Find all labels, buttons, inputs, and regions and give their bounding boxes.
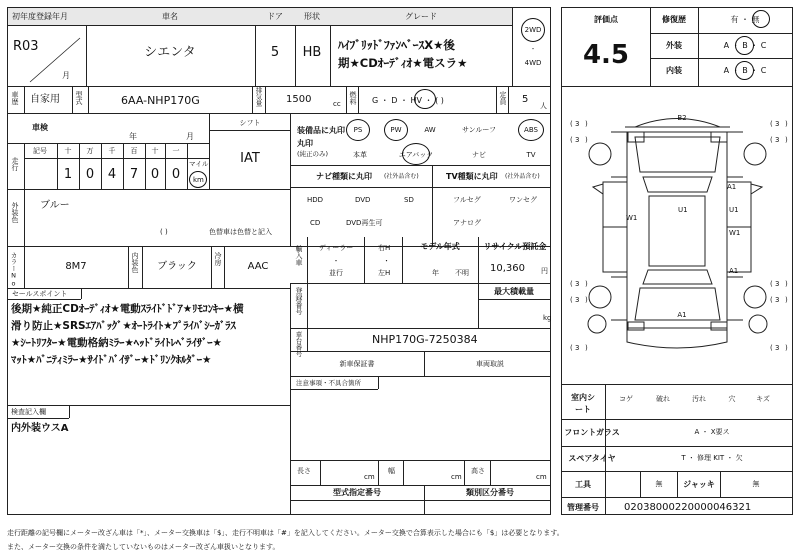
jack-value: 無 bbox=[752, 480, 760, 488]
model-year-unknown: 不明 bbox=[455, 269, 469, 277]
ac-value: AAC bbox=[247, 261, 269, 272]
inspector-label: 検査記入欄 bbox=[11, 408, 46, 416]
equip-abs: ABS bbox=[524, 126, 538, 134]
import-dot-2: ・ bbox=[383, 257, 390, 265]
notes-label: 注意事項・不具合箇所 bbox=[296, 379, 361, 387]
diagram-paren-9: ( bbox=[570, 344, 573, 352]
diagram-label-a1-bottom: A1 bbox=[677, 311, 687, 319]
tv-title: TV種類に丸印 bbox=[446, 172, 498, 181]
diagram-paren-close-8: ) bbox=[785, 296, 788, 304]
diagram-paren-val-4: 3 bbox=[775, 136, 780, 144]
nav-note: (社外品含む) bbox=[384, 173, 419, 180]
sales-line-3: ★ｼｰﾄﾘﾌﾀｰ★電動格納ﾐﾗｰ★ﾍｯﾄﾞﾗｲﾄﾚﾍﾞﾗｲｻﾞｰ★ bbox=[11, 337, 222, 349]
mileage-col-3: 千 bbox=[108, 147, 116, 155]
model-year-unit: 年 bbox=[432, 269, 439, 277]
diagram-paren-close-9: ) bbox=[585, 344, 588, 352]
score-label: 評価点 bbox=[594, 15, 618, 24]
diagram-paren-val-8: 3 bbox=[775, 296, 780, 304]
mileage-label: 走行 bbox=[11, 157, 19, 171]
exterior-selected-circle bbox=[735, 36, 754, 55]
seat-item-yogore: 汚れ bbox=[692, 395, 706, 403]
mile-label: マイル bbox=[189, 160, 209, 168]
color-label: 外装色 bbox=[11, 202, 19, 223]
nav-cd: CD bbox=[310, 219, 321, 227]
reg-label: 登録番号 bbox=[295, 287, 303, 315]
shaken-year-unit: 年 bbox=[129, 132, 137, 141]
diagram-paren-close-5: ) bbox=[585, 280, 588, 288]
equip-pw-circle bbox=[384, 119, 408, 141]
diagram-paren-close-6: ) bbox=[785, 280, 788, 288]
first-reg-label: 初年度登録年月 bbox=[12, 12, 68, 21]
interior-color-label: 内装色 bbox=[131, 252, 139, 273]
diagram-paren-val-5: 3 bbox=[575, 280, 580, 288]
drive-2wd: 2WD bbox=[524, 26, 542, 34]
warranty-label: 新車保証書 bbox=[339, 360, 375, 368]
car-diagram bbox=[565, 92, 790, 377]
shape-label: 形状 bbox=[304, 12, 320, 21]
spare-label: スペアタイヤ bbox=[568, 454, 616, 463]
seat-label: 室内シート bbox=[571, 393, 595, 414]
diagram-paren-close-3: ) bbox=[585, 136, 588, 144]
color-code-label: カラーNo. bbox=[9, 252, 18, 296]
first-reg-slash bbox=[10, 26, 84, 84]
import-right-h: 右H bbox=[378, 244, 391, 252]
first-reg-unit: 月 bbox=[62, 71, 70, 80]
import-dot: ・ bbox=[332, 257, 340, 265]
shaken-month-unit: 月 bbox=[186, 132, 194, 141]
grade-value-line1: ﾊｲﾌﾞﾘｯﾄﾞﾌｧﾝﾍﾞｰｽX★後 bbox=[338, 38, 455, 52]
nav-title: ナビ種類に丸印 bbox=[316, 172, 372, 181]
diagram-paren-val-6: 3 bbox=[775, 280, 780, 288]
equip-subtitle: (純正のみ) bbox=[297, 150, 329, 158]
diagram-label-w1-right: W1 bbox=[729, 229, 741, 237]
seat-item-kizu: キズ bbox=[756, 395, 770, 403]
shift-value: IAT bbox=[240, 151, 260, 166]
equip-sunroof: サンルーフ bbox=[461, 126, 497, 134]
diagram-paren-close-2: ) bbox=[785, 120, 788, 128]
capacity-value: 5 bbox=[522, 94, 529, 105]
max-load-unit: kg bbox=[543, 314, 552, 322]
diagram-paren-7: ( bbox=[570, 296, 573, 304]
diagram-paren-val-7: 3 bbox=[575, 296, 580, 304]
mileage-digit-1: 0 bbox=[85, 167, 95, 182]
diagram-label-w1-left: W1 bbox=[626, 214, 638, 222]
mileage-digit-5: 0 bbox=[171, 167, 181, 182]
tv-oneseg: ワンセグ bbox=[509, 196, 537, 204]
equip-navi: ナビ bbox=[472, 151, 486, 159]
footer-line-1: 走行距離の記号欄にメーター改ざん車は「*」、メーター交換車は「$」、走行不明車は「#」を記入してください。メーター交換で合算表示した場合にも「$」は必要となります。 bbox=[7, 529, 564, 537]
mileage-col-0: 記号 bbox=[33, 147, 47, 155]
repair-options: 有 ・ 無 bbox=[730, 15, 760, 24]
length-unit: cm bbox=[364, 473, 375, 481]
name-value: シエンタ bbox=[144, 45, 196, 60]
mileage-col-5: 十 bbox=[151, 147, 159, 155]
tools-value: 無 bbox=[655, 480, 663, 488]
diagram-paren-10: ( bbox=[770, 344, 773, 352]
type-label: 型式指定番号 bbox=[333, 488, 381, 497]
diagram-paren-val-3: 3 bbox=[575, 136, 580, 144]
interior-color-value: ブラック bbox=[157, 261, 197, 272]
mgmt-value: 02038000220000046321 bbox=[624, 502, 752, 513]
spare-options: T ・ 修理 KIT ・ 欠 bbox=[681, 454, 743, 462]
color-value: ブルー bbox=[40, 200, 70, 211]
equip-ps: PS bbox=[353, 126, 363, 134]
drive-dash: - bbox=[531, 45, 535, 53]
diagram-paren-close-7: ) bbox=[585, 296, 588, 304]
diagram-label-u1-center: U1 bbox=[678, 206, 688, 214]
diagram-label-a1-top: A1 bbox=[727, 183, 737, 191]
tv-note: (社外品含む) bbox=[505, 173, 540, 180]
first-reg-value: R03 bbox=[13, 39, 39, 54]
diagram-label-b2: B2 bbox=[677, 114, 687, 122]
mileage-col-1: 十 bbox=[64, 147, 72, 155]
sales-line-2: 滑り防止★SRSｴｱﾊﾞｯｸﾞ★ｵｰﾄﾗｲﾄ★ﾌﾟﾗｲﾊﾞｼｰｶﾞﾗｽ bbox=[11, 320, 236, 332]
main-form-frame bbox=[7, 7, 551, 515]
recycle-unit: 円 bbox=[541, 267, 548, 275]
seat-item-yabure: 破れ bbox=[656, 395, 670, 403]
exterior-label: 外装 bbox=[666, 41, 682, 50]
front-glass-label: フロントガラス bbox=[564, 428, 620, 437]
import-parallel: 並行 bbox=[329, 269, 343, 277]
width-label: 幅 bbox=[388, 467, 395, 475]
diagram-paren-4: ( bbox=[770, 136, 773, 144]
import-left-h: 左H bbox=[378, 269, 391, 277]
displacement-label: 排気量 bbox=[254, 87, 263, 107]
equip-leather: 本革 bbox=[353, 151, 367, 159]
diagram-paren-5: ( bbox=[570, 280, 573, 288]
interior-options: A ・ B ・ C bbox=[723, 66, 767, 75]
mgmt-label: 管理番号 bbox=[567, 503, 599, 512]
equip-aw: AW bbox=[424, 126, 436, 134]
seat-item-koge: コゲ bbox=[619, 395, 633, 403]
equip-airbag: エアバック bbox=[398, 151, 434, 159]
sales-point-label: セールスポイント bbox=[12, 290, 68, 298]
mileage-col-6: 一 bbox=[172, 147, 180, 155]
mileage-col-4: 百 bbox=[130, 147, 138, 155]
name-label: 車名 bbox=[162, 12, 178, 21]
capacity-label: 定員 bbox=[499, 91, 507, 105]
fuel-options: G ・ D ・ HV ・ ( ) bbox=[372, 96, 444, 105]
diagram-paren-2: ( bbox=[770, 120, 773, 128]
diagram-paren-val-9: 3 bbox=[575, 344, 580, 352]
diagram-label-u1-right: U1 bbox=[729, 206, 739, 214]
ac-label: 冷房 bbox=[214, 252, 222, 266]
diagram-paren-close-10: ) bbox=[785, 344, 788, 352]
model-value: 6AA-NHP170G bbox=[121, 94, 200, 107]
equip-tv: TV bbox=[526, 151, 536, 159]
height-unit: cm bbox=[536, 473, 547, 481]
displacement-value: 1500 bbox=[286, 94, 312, 105]
mileage-digit-0: 1 bbox=[63, 167, 73, 182]
use-label: 車歴 bbox=[11, 91, 19, 105]
nav-dvd: DVD bbox=[355, 196, 371, 204]
capacity-unit: 人 bbox=[540, 102, 547, 110]
equip-ps-circle bbox=[346, 119, 370, 141]
tv-analog: アナログ bbox=[453, 219, 481, 227]
displacement-unit: cc bbox=[333, 100, 341, 108]
equip-title-2: 丸印 bbox=[297, 139, 313, 148]
seat-item-ana: 穴 bbox=[728, 395, 736, 403]
mileage-digit-4: 0 bbox=[150, 167, 160, 182]
diagram-paren-3: ( bbox=[570, 136, 573, 144]
exterior-options: A ・ B ・ C bbox=[723, 41, 767, 50]
diagram-paren-val-2: 3 bbox=[775, 120, 780, 128]
model-year-label: モデル年式 bbox=[420, 242, 460, 251]
mileage-digit-2: 4 bbox=[107, 167, 117, 182]
import-dealer: ディーラー bbox=[318, 244, 354, 252]
drive-4wd: 4WD bbox=[524, 59, 542, 67]
tools-label: 工具 bbox=[575, 480, 591, 489]
front-glass-options: A ・ X要ス bbox=[694, 428, 730, 436]
use-value: 自家用 bbox=[30, 94, 60, 105]
mileage-col-2: 万 bbox=[86, 147, 94, 155]
color-note-paren: ( ) bbox=[160, 228, 168, 236]
model-label: 型式 bbox=[75, 91, 83, 105]
color-note: 色替車は色替と記入 bbox=[209, 228, 272, 236]
repair-label: 修復歴 bbox=[662, 15, 686, 24]
repair-selected-circle bbox=[752, 10, 770, 28]
mileage-digit-3: 7 bbox=[129, 167, 139, 182]
equip-title: 装備品に丸印 bbox=[297, 126, 345, 135]
length-label: 長さ bbox=[297, 467, 311, 475]
km-label: km bbox=[193, 176, 204, 184]
fuel-selected-circle bbox=[414, 89, 436, 109]
class-label: 類別区分番号 bbox=[466, 488, 514, 497]
equip-pw: PW bbox=[390, 126, 402, 134]
sales-line-4: ﾏｯﾄ★ﾊﾞﾆﾃｨﾐﾗｰ★ｻｲﾄﾞﾊﾞｲｻﾞｰ★ﾄﾞﾘﾝｸﾎﾙﾀﾞｰ★ bbox=[11, 354, 212, 366]
interior-label: 内装 bbox=[666, 66, 682, 75]
diagram-paren-val-1: 3 bbox=[575, 120, 580, 128]
diagram-paren-close-1: ) bbox=[585, 120, 588, 128]
shift-label: シフト bbox=[239, 119, 261, 127]
nav-dvd-playback: DVD再生可 bbox=[346, 219, 383, 227]
nav-sd: SD bbox=[404, 196, 414, 204]
recycle-value: 10,360 bbox=[490, 263, 525, 274]
tv-fullseg: フルセグ bbox=[453, 196, 481, 204]
interior-selected-circle bbox=[735, 61, 754, 80]
manual-label: 車両取説 bbox=[476, 360, 504, 368]
shaken-label: 車検 bbox=[32, 123, 48, 132]
import-label: 輸入車 bbox=[295, 245, 303, 266]
height-label: 高さ bbox=[471, 467, 485, 475]
grade-value-line2: 期★CDｵｰﾃﾞｨｵ★電スラ★ bbox=[338, 56, 468, 70]
sales-line-1: 後期★純正CDｵｰﾃﾞｨｵ★電動ｽﾗｲﾄﾞﾄﾞｱ★ﾘﾓｺﾝｷｰ★横 bbox=[11, 303, 244, 315]
width-unit: cm bbox=[451, 473, 462, 481]
diagram-label-a1-right: A1 bbox=[729, 267, 739, 275]
diagram-paren-val-10: 3 bbox=[775, 344, 780, 352]
max-load-label: 最大積載量 bbox=[494, 287, 534, 296]
chassis-value: NHP170G-7250384 bbox=[372, 333, 478, 346]
diagram-paren-6: ( bbox=[770, 280, 773, 288]
recycle-label: リサイクル預託金 bbox=[483, 242, 547, 251]
chassis-label: 車台番号 bbox=[294, 331, 303, 357]
grade-label: グレード bbox=[405, 12, 437, 21]
diagram-paren-1: ( bbox=[570, 120, 573, 128]
footer-line-2: また、メーター交換の条件を満たしていないものはメーター改ざん車扱いとなります。 bbox=[7, 543, 280, 551]
fuel-label: 燃料 bbox=[349, 91, 357, 105]
shape-value: HB bbox=[302, 45, 322, 60]
equip-airbag-circle bbox=[402, 143, 430, 165]
inspector-value: 内外装ウスA bbox=[11, 423, 69, 434]
diagram-paren-8: ( bbox=[770, 296, 773, 304]
diagram-paren-close-4: ) bbox=[785, 136, 788, 144]
door-label: ドア bbox=[267, 12, 283, 21]
door-value: 5 bbox=[270, 45, 280, 60]
nav-hdd: HDD bbox=[307, 196, 324, 204]
jack-label: ジャッキ bbox=[683, 480, 715, 489]
equip-abs-circle bbox=[518, 119, 544, 141]
score-value: 4.5 bbox=[582, 40, 630, 70]
color-code-value: 8M7 bbox=[65, 261, 87, 272]
